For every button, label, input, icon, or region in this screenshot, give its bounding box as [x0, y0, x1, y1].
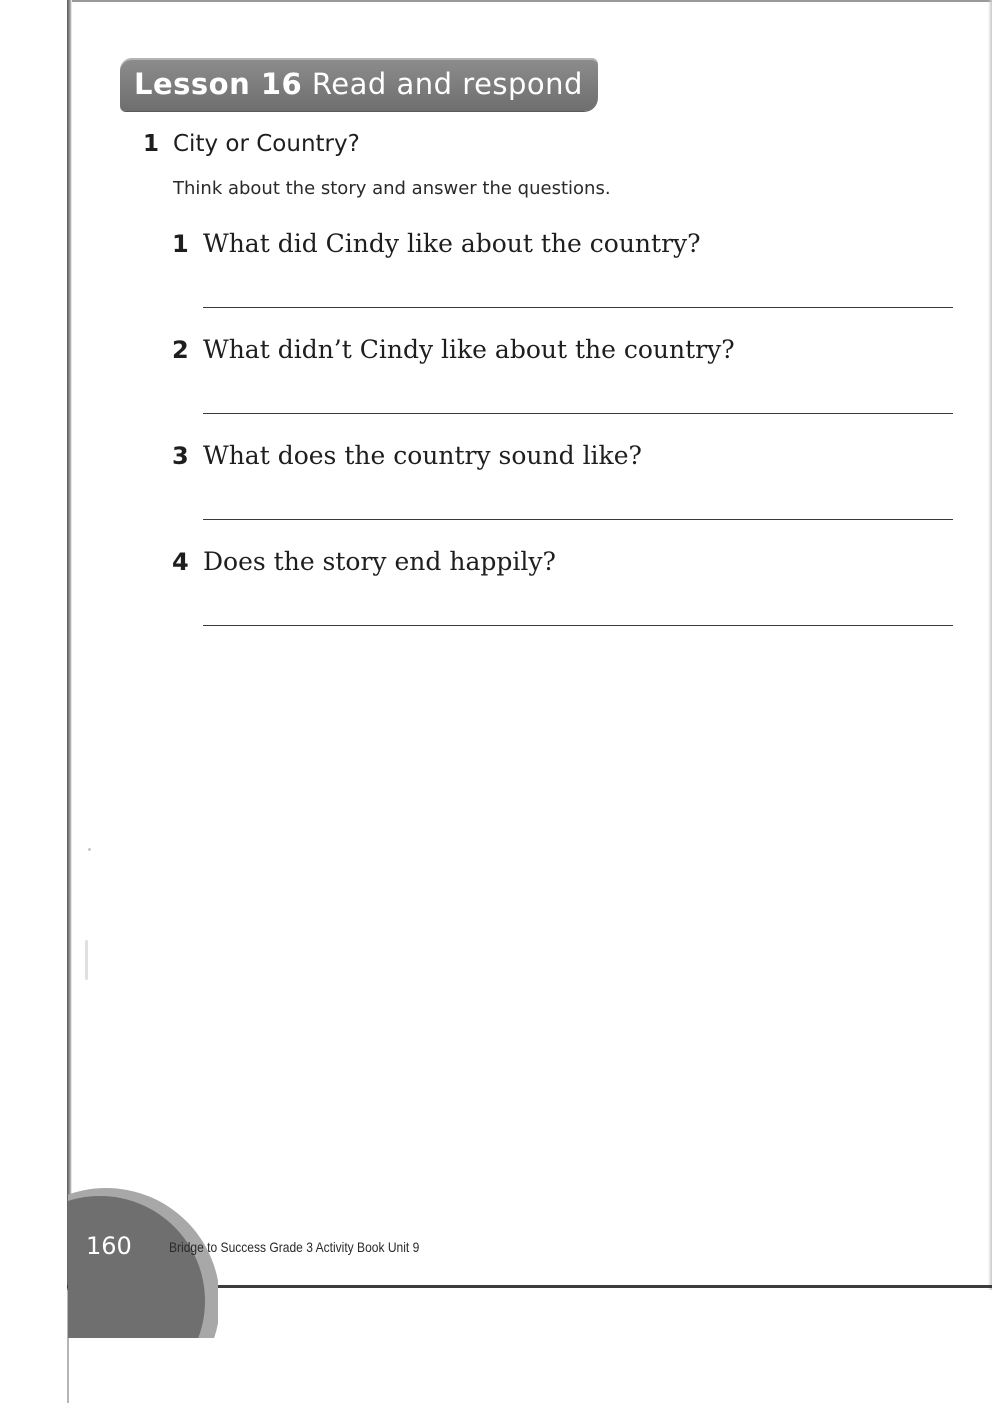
- answer-line-2[interactable]: [203, 413, 953, 414]
- lesson-title-text: Read and respond: [311, 67, 583, 101]
- question-text: Does the story end happily?: [203, 547, 556, 576]
- scan-speck: [85, 940, 88, 980]
- page-number-circle: [68, 1188, 218, 1338]
- answer-line-4[interactable]: [203, 625, 953, 626]
- question-3: [172, 439, 642, 473]
- scan-top-edge: [72, 0, 992, 2]
- answer-line-3[interactable]: [203, 519, 953, 520]
- exercise-instruction: Think about the story and answer the questions.: [173, 178, 611, 199]
- exercise-title: City or Country?: [173, 131, 360, 157]
- exercise-number: 1: [143, 131, 160, 157]
- question-text: What did Cindy like about the country?: [203, 229, 701, 258]
- question-number: 1: [172, 230, 189, 258]
- question-number: 2: [172, 336, 189, 364]
- question-number: 3: [172, 442, 189, 470]
- scan-left-edge: [67, 0, 72, 1290]
- question-4: [172, 545, 556, 579]
- question-1: [172, 227, 701, 261]
- answer-line-1[interactable]: [203, 307, 953, 308]
- question-2: [172, 333, 735, 367]
- exercise-heading: [143, 128, 360, 160]
- lesson-number: Lesson 16: [134, 67, 303, 101]
- footer-book-title: Bridge to Success Grade 3 Activity Book Unit 9: [169, 1239, 420, 1255]
- page-number: 160: [86, 1232, 132, 1260]
- lesson-title-banner: [120, 58, 598, 111]
- question-text: What does the country sound like?: [203, 441, 642, 470]
- question-text: What didn’t Cindy like about the country?: [203, 335, 735, 364]
- page-circle-fill: [68, 1196, 205, 1338]
- scan-speck: [88, 848, 91, 851]
- scan-right-edge: [988, 0, 992, 1290]
- question-number: 4: [172, 548, 189, 576]
